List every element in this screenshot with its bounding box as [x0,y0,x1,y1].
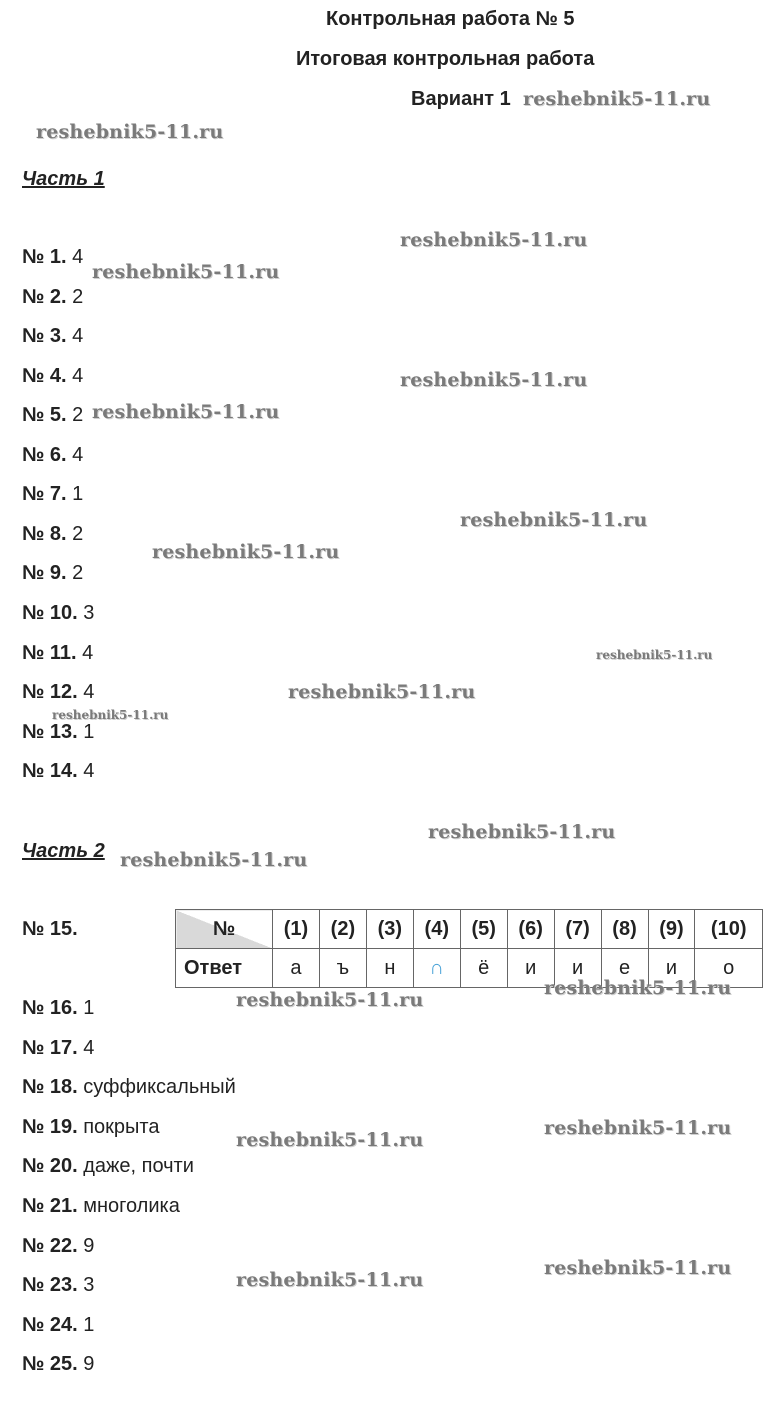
task-answer: 1 [83,1314,95,1336]
table-column-header: (9) [648,910,695,949]
table-column-header: (5) [460,910,507,949]
table-cell: е [601,949,648,988]
task-15-number: № 15. [22,918,78,940]
answer-7 [22,483,83,506]
table-cell: н [366,949,413,988]
task-number: № 1. [22,246,67,268]
answer-8 [22,523,83,546]
answer-19 [22,1116,159,1139]
answer-17 [22,1037,94,1060]
table-cell: а [273,949,320,988]
answer-9 [22,562,83,585]
answer-10 [22,602,94,625]
table-cell: о [695,949,763,988]
table-cell: и [507,949,554,988]
table-header-row [176,910,763,949]
answer-6 [22,444,83,467]
task-number: № 3. [22,325,67,347]
task-answer: 4 [83,681,95,703]
task-number: № 20. [22,1155,78,1177]
task-number: № 22. [22,1235,78,1257]
table-cell: ъ [319,949,366,988]
task-answer: многолика [83,1195,180,1217]
watermark: reshebnik5-11.ru [460,509,648,531]
watermark: reshebnik5-11.ru [288,681,476,703]
watermark: reshebnik5-11.ru [400,369,588,391]
answer-12 [22,681,94,704]
table-column-header: (4) [413,910,460,949]
task-answer: 2 [72,562,84,584]
task-number: № 18. [22,1076,78,1098]
watermark: reshebnik5-11.ru [236,989,424,1011]
task-number: № 10. [22,602,78,624]
task-answer: 2 [72,404,84,426]
table-column-header: (3) [366,910,413,949]
task-answer: 4 [83,1037,95,1059]
watermark: reshebnik5-11.ru [236,1129,424,1151]
answer-3 [22,325,83,348]
task-answer: 4 [72,246,84,268]
watermark: reshebnik5-11.ru [428,821,616,843]
answer-18 [22,1076,236,1099]
part2-heading: Часть 2 [22,840,105,862]
answer-25 [22,1353,94,1376]
answer-21 [22,1195,180,1218]
watermark: reshebnik5-11.ru [596,648,713,662]
watermark: reshebnik5-11.ru [152,541,340,563]
watermark: reshebnik5-11.ru [544,977,732,999]
task-number: № 12. [22,681,78,703]
task-number: № 21. [22,1195,78,1217]
task-number: № 4. [22,365,67,387]
task-number: № 13. [22,721,78,743]
task-number: № 23. [22,1274,78,1296]
table-column-header: (6) [507,910,554,949]
table-cell: ё [460,949,507,988]
table-column-header: (10) [695,910,763,949]
arc-symbol-icon: ∩ [429,956,444,979]
answer-16 [22,997,94,1020]
task-number: № 14. [22,760,78,782]
answer-14 [22,760,94,783]
task-answer: покрыта [83,1116,160,1138]
task-number: № 5. [22,404,67,426]
task-number: № 7. [22,483,67,505]
answer-2 [22,286,83,309]
task-number: № 16. [22,997,78,1019]
page-title: Контрольная работа № 5 [326,8,575,30]
task-answer: даже, почти [83,1155,194,1177]
part1-heading: Часть 1 [22,168,105,190]
task-answer: 9 [83,1235,95,1257]
watermark: reshebnik5-11.ru [523,88,711,110]
task-number: № 17. [22,1037,78,1059]
table-column-header: (2) [319,910,366,949]
answer-23 [22,1274,94,1297]
answer-5 [22,404,83,427]
task-number: № 11. [22,642,77,664]
table-row-label: Ответ [176,949,273,988]
task-number: № 19. [22,1116,78,1138]
watermark: reshebnik5-11.ru [544,1257,732,1279]
watermark: reshebnik5-11.ru [544,1117,732,1139]
table-cell [413,949,460,988]
answer-20 [22,1155,194,1178]
task-answer: 9 [83,1353,95,1375]
answer-22 [22,1235,94,1258]
task-number: № 6. [22,444,67,466]
task-answer: 2 [72,523,84,545]
task-answer: 4 [72,365,84,387]
answer-13 [22,721,94,744]
task-answer: 2 [72,286,84,308]
task-answer: 4 [83,760,95,782]
task-answer: 4 [82,642,94,664]
task-number: № 25. [22,1353,78,1375]
task-number: № 2. [22,286,67,308]
task-answer: 4 [72,325,84,347]
page-subtitle: Итоговая контрольная работа [296,48,595,70]
watermark: reshebnik5-11.ru [36,121,224,143]
task-answer: 1 [83,721,95,743]
answer-1 [22,246,83,269]
watermark: reshebnik5-11.ru [236,1269,424,1291]
answer-11 [22,642,93,665]
task-answer: 3 [83,1274,95,1296]
variant-label: Вариант 1 [411,88,511,110]
answer-24 [22,1314,94,1337]
watermark: reshebnik5-11.ru [92,401,280,423]
task-answer: 3 [83,602,95,624]
task-answer: 1 [83,997,95,1019]
task-number: № 24. [22,1314,78,1336]
task-answer: суффиксальный [83,1076,236,1098]
table-corner-cell: № [176,910,273,949]
watermark: reshebnik5-11.ru [52,708,169,722]
watermark: reshebnik5-11.ru [120,849,308,871]
table-cell: и [554,949,601,988]
answer-4 [22,365,83,388]
task-answer: 1 [72,483,84,505]
task-number: № 8. [22,523,67,545]
task-number: № 9. [22,562,67,584]
table-column-header: (1) [273,910,320,949]
table-column-header: (7) [554,910,601,949]
watermark: reshebnik5-11.ru [92,261,280,283]
table-column-header: (8) [601,910,648,949]
task-answer: 4 [72,444,84,466]
watermark: reshebnik5-11.ru [400,229,588,251]
table-cell: и [648,949,695,988]
